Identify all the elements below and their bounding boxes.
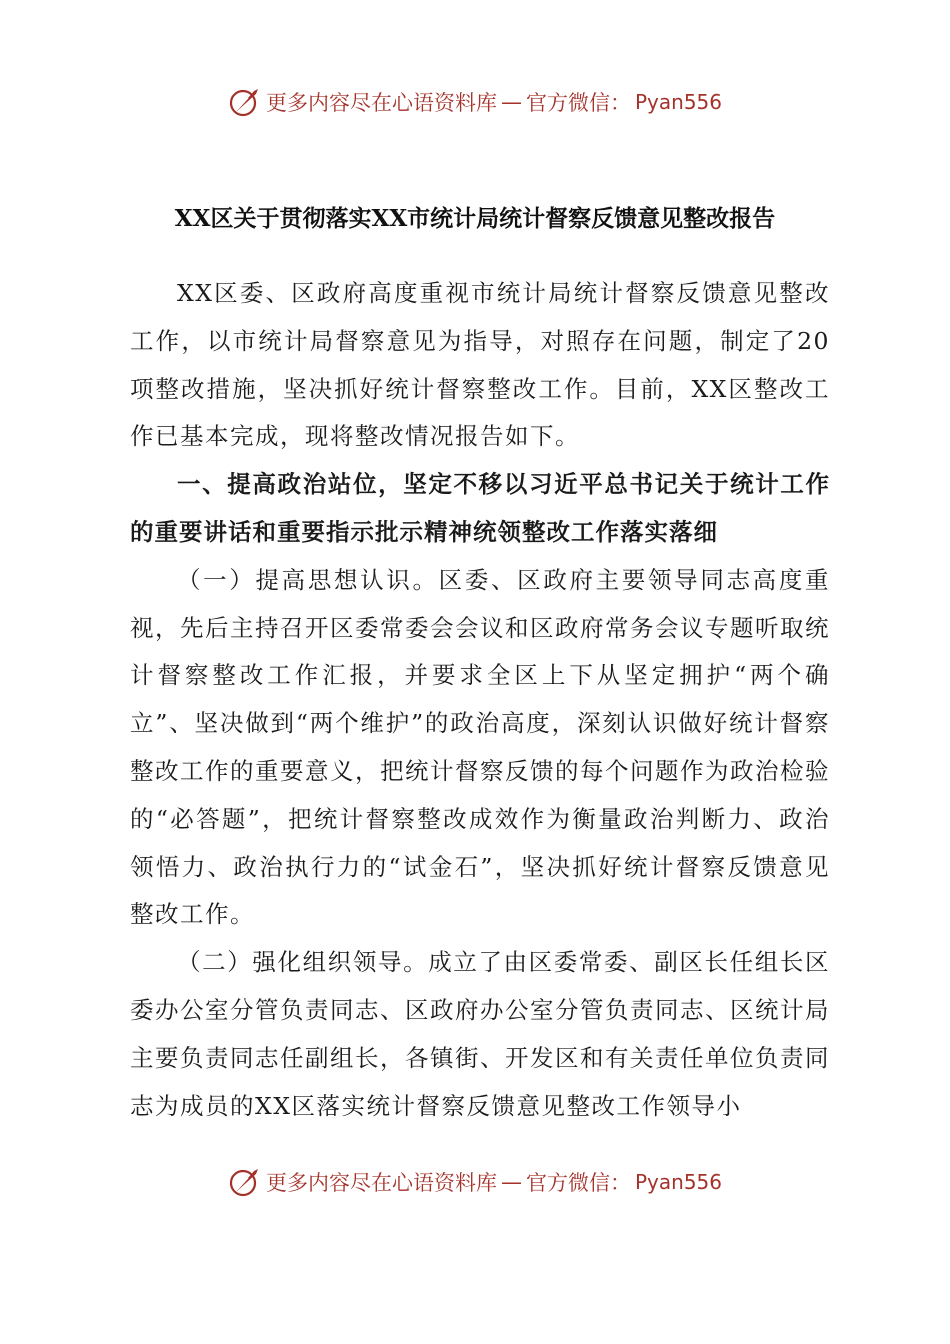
watermark-group — [228, 1165, 722, 1199]
document-body — [130, 270, 830, 1130]
watermark-dash: — — [500, 90, 522, 114]
section-heading-1: 一、提高政治站位，坚定不移以习近平总书记关于统计工作的重要讲话和重要指示批示精神统领整改工作落实落细 — [130, 470, 830, 546]
watermark-wechat-label: 官方微信： — [525, 1171, 631, 1195]
document-title: XX区关于贯彻落实XX市统计局统计督察反馈意见整改报告 — [174, 205, 776, 232]
watermark-wechat-label: 官方微信： — [525, 91, 631, 115]
paragraph-intro: XX区委、区政府高度重视市统计局统计督察反馈意见整改工作，以市统计局督察意见为指导，对照存在问题，制定了20项整改措施，坚决抓好统计督察整改工作。目前，XX区整改工作已基本完成，现将整改情况报告如下。 — [130, 279, 830, 451]
quill-pen-circle-icon — [228, 85, 262, 119]
watermark-site-text: 更多内容尽在心语资料库 — [265, 91, 497, 115]
watermark-banner-top — [0, 80, 950, 124]
watermark-banner-bottom — [0, 1160, 950, 1204]
paragraph-1-2: （二）强化组织领导。成立了由区委常委、副区长任组长区委办公室分管负责同志、区政府办公室分管负责同志、区统计局主要负责同志任副组长，各镇街、开发区和有关责任单位负责同志为成员的XX区落实统计督察反馈意见整改工作领导小 — [130, 948, 830, 1120]
quill-pen-circle-icon — [228, 1165, 262, 1199]
watermark-site-text: 更多内容尽在心语资料库 — [265, 1171, 497, 1195]
watermark-group — [228, 85, 722, 119]
paragraph-1-1: （一）提高思想认识。区委、区政府主要领导同志高度重视，先后主持召开区委常委会会议和区政府常务会议专题听取统计督察整改工作汇报，并要求全区上下从坚定拥护“两个确立”、坚决做到“两个维护”的政治高度，深刻认识做好统计督察整改工作的重要意义，把统计督察反馈的每个问题作为政治检验的“必答题”，把统计督察整改成效作为衡量政治判断力、政治领悟力、政治执行力的“试金石”，坚决抓好统计督察反馈意见整改工作。 — [130, 565, 830, 929]
watermark-wechat-id: Pyan556 — [634, 90, 722, 114]
watermark-dash: — — [500, 1170, 522, 1194]
watermark-wechat-id: Pyan556 — [634, 1170, 722, 1194]
